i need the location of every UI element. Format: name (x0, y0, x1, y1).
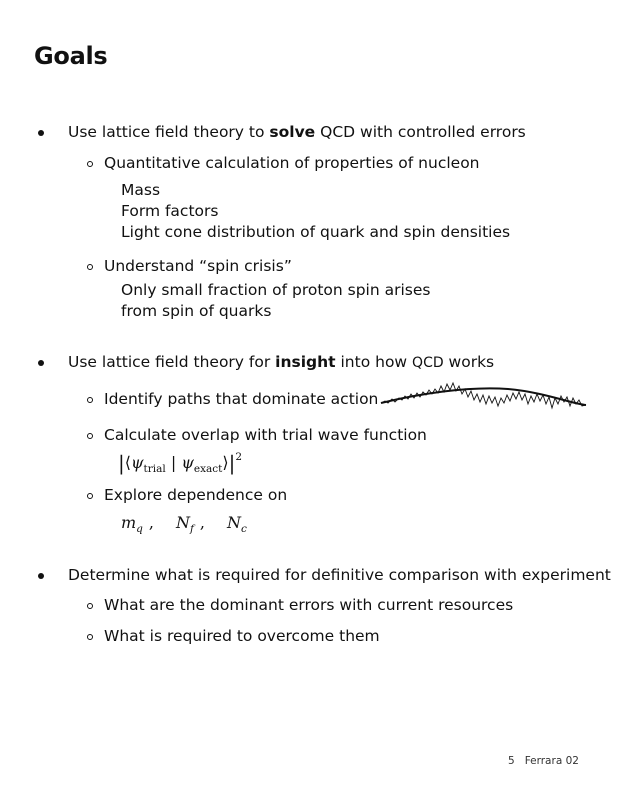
ket-bracket: ⟩ (222, 453, 229, 472)
item-overlap: Calculate overlap with trial wave function (104, 426, 427, 444)
path-illustration-graphic (378, 380, 590, 420)
sub-bullet (87, 264, 93, 270)
bullet (38, 360, 44, 366)
jagged-quantum-path (381, 383, 586, 408)
sub-bullet (87, 161, 93, 167)
comma: , (148, 513, 154, 532)
sub-item-light-cone: Light cone distribution of quark and spin densities (121, 223, 511, 241)
section-2-text-end: works (443, 353, 495, 371)
page-number: 5 (508, 755, 515, 767)
parameter-list (121, 513, 247, 535)
item-nucleon-properties: Quantitative calculation of properties of nucleon (104, 154, 480, 172)
item-dominant-paths: Identify paths that dominate action (104, 390, 379, 408)
overlap-formula (118, 451, 242, 475)
section-2-emphasis: insight (275, 353, 336, 371)
exact-subscript: exact (193, 463, 223, 476)
sub-bullet (87, 634, 93, 640)
sub-bullet (87, 433, 93, 439)
trial-subscript: trial (143, 463, 166, 476)
separator-bar: | (165, 453, 182, 472)
psi-symbol: ψ (131, 453, 144, 472)
sub-item-spin-fraction: Only small fraction of proton spin arises (121, 281, 431, 299)
section-1-text: Use lattice field theory to (68, 123, 270, 141)
section-2-qcd: QCD (412, 355, 444, 371)
quark-mass-subscript: q (136, 523, 143, 536)
item-dominant-errors: What are the dominant errors with current resources (104, 596, 514, 614)
section-2-text: Use lattice field theory for (68, 353, 276, 371)
abs-bar-right: | (228, 451, 236, 475)
sub-item-spin-quarks: from spin of quarks (121, 302, 272, 320)
item-overcome: What is required to overcome them (104, 627, 380, 645)
quark-mass-symbol: m (121, 513, 137, 532)
psi-symbol: ψ (181, 453, 194, 472)
color-subscript: c (240, 523, 247, 536)
exponent: 2 (235, 451, 243, 463)
section-2-text-mid: into how (335, 353, 413, 371)
bullet (38, 130, 44, 136)
sub-item-form-factors: Form factors (121, 202, 219, 220)
sub-bullet (87, 603, 93, 609)
sub-item-mass: Mass (121, 181, 161, 199)
flavor-subscript: f (190, 523, 194, 536)
section-1-emphasis: solve (269, 123, 316, 141)
slide-title: Goals (34, 42, 108, 70)
footer-text: Ferrara 02 (524, 755, 579, 767)
bullet (38, 573, 44, 579)
item-spin-crisis: Understand “spin crisis” (104, 257, 292, 275)
item-explore-dependence: Explore dependence on (104, 486, 288, 504)
abs-bar-left: | (118, 451, 125, 475)
section-2-heading (68, 353, 494, 371)
section-1-text-end: QCD with controlled errors (315, 123, 526, 141)
sub-bullet (87, 493, 93, 499)
bra-bracket: ⟨ (124, 453, 131, 472)
color-number-symbol: N (226, 513, 241, 532)
comma: , (199, 513, 205, 532)
flavor-number-symbol: N (176, 513, 190, 532)
section-1-heading (68, 123, 526, 141)
slide-footer (508, 755, 579, 767)
sub-bullet (87, 397, 93, 403)
section-3-heading: Determine what is required for definitive comparison with experiment (68, 566, 611, 584)
